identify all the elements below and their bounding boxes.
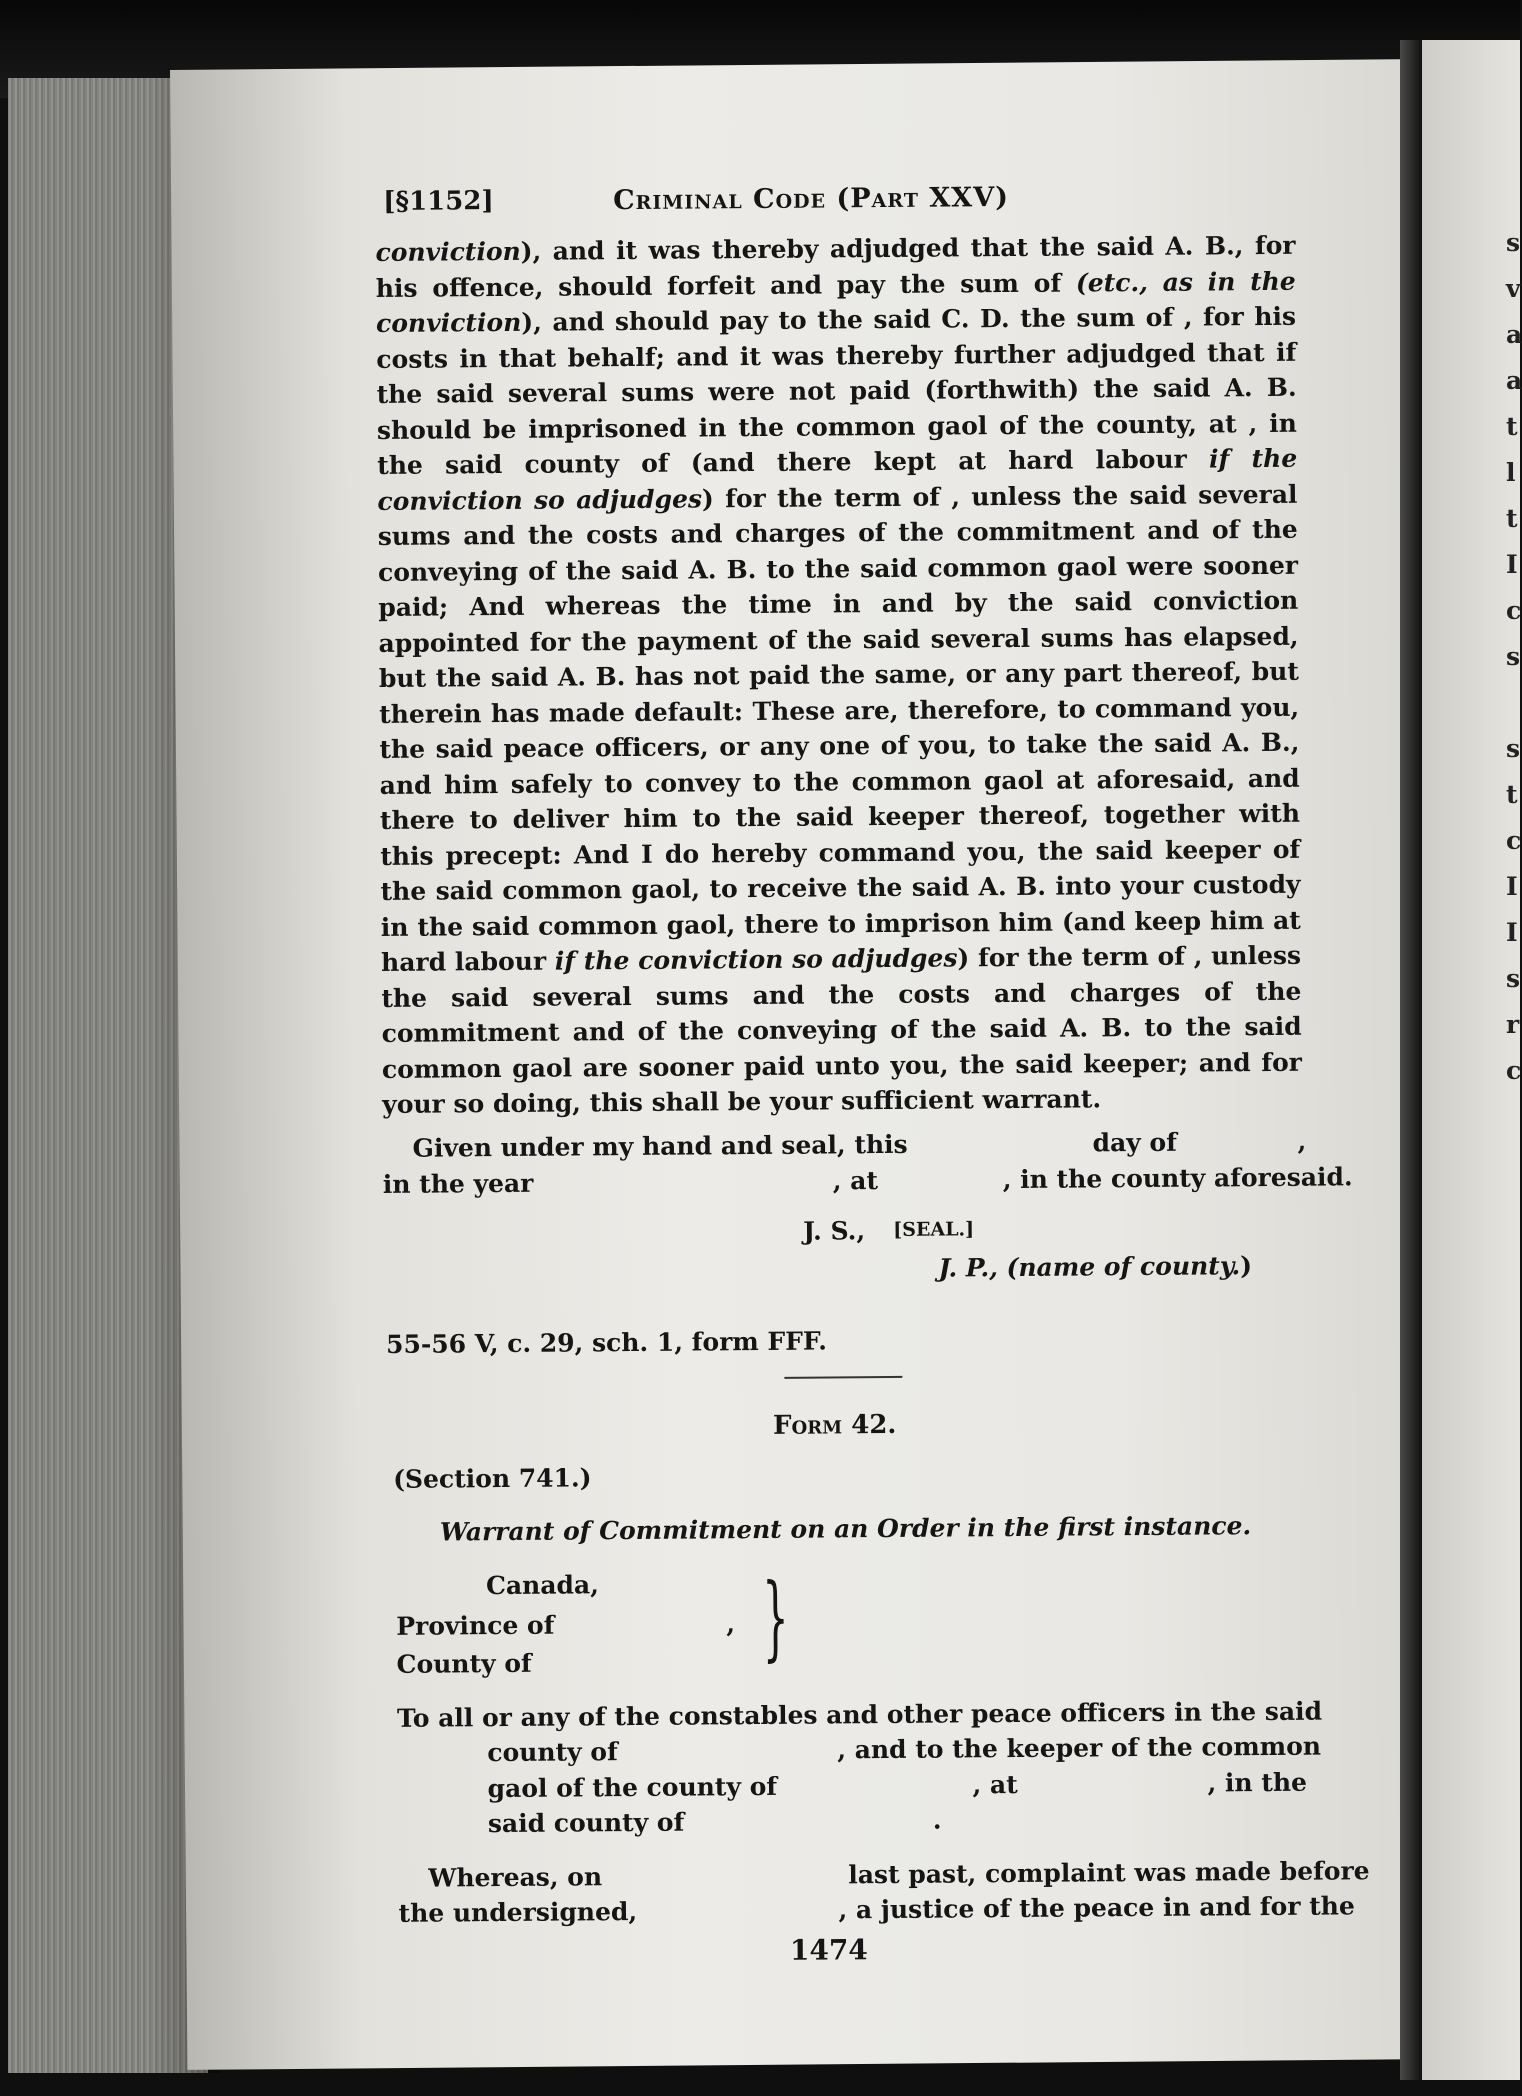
given-under-hand-line [382, 1123, 1353, 1202]
section-divider [784, 1376, 902, 1379]
address-line: gaol of the county of [487, 1771, 778, 1803]
body-text: ) for the term of , unless the said several sums and the costs and charges of the commitment and of the conveying of the said A. B. to the said common gaol were sooner paid; And whereas the time in and by the said conviction appointed for the payment of the said several sums has elapsed, but the said A. B. has not paid the same, or any part thereof, but therein has made default: These are, therefore, to command you, the said peace officers, or any one of you, to take the said A. B., and him safely to convey to the common gaol at aforesaid, and there to deliver him to the said keeper thereof, together with this precept: And I do hereby command you, the said keeper of the said common gaol, to receive the said A. B. into your custody in the said common gaol, there to imprison him (and keep him at hard labour [377, 479, 1301, 977]
address-line: county of [487, 1737, 618, 1768]
facing-letter: r [1506, 1010, 1520, 1039]
italic-text: if the conviction so adjudges [554, 943, 958, 976]
running-header [383, 178, 1295, 235]
office-prefix: J. P., ( [938, 1252, 1019, 1283]
page-number: 1474 [789, 1932, 868, 1967]
facing-letter: c [1506, 1056, 1522, 1085]
facing-letter: s [1506, 734, 1521, 763]
book-gutter [1400, 40, 1422, 2080]
facing-letter: a [1506, 366, 1522, 395]
given-text: , in the county aforesaid. [1002, 1161, 1353, 1194]
venue-province: Province of [396, 1610, 555, 1641]
facing-letter: t [1506, 504, 1518, 533]
seal-mark: [SEAL.] [893, 1217, 975, 1241]
statute-citation: 55-56 V, c. 29, sch. 1, form FFF. [385, 1325, 827, 1359]
address-line: the undersigned, [398, 1896, 638, 1928]
running-title: Criminal Code (Part XXV) [613, 182, 1010, 217]
address-line: , at [972, 1769, 1018, 1799]
form-subtitle: Warrant of Commitment on an Order in the first instance. [439, 1511, 1252, 1547]
given-text: Given under my hand and seal, this [412, 1129, 908, 1163]
address-line: To all or any of the constables and other peace officers in the said [396, 1696, 1323, 1733]
italic-text: conviction [375, 236, 521, 267]
address-line: Whereas, on [428, 1861, 603, 1893]
facing-letter: a [1506, 320, 1522, 349]
address-block [387, 1693, 1370, 1931]
facing-letter: s [1506, 228, 1521, 257]
facing-letter: t [1506, 780, 1518, 809]
italic-text: if the conviction so adjudges [377, 443, 1298, 516]
body-text: ) for the term of , unless the said several sums and the costs and charges of the commitment and of the conveying of the said A. B. to the said common gaol are sooner paid unto you, the said keeper; and for your so doing, this shall be your sufficient warrant. [381, 940, 1303, 1119]
facing-letter: s [1506, 642, 1521, 671]
address-line: , and to the keeper of the common [837, 1731, 1322, 1765]
facing-letter: I [1506, 918, 1518, 947]
office-suffix: ) [1240, 1250, 1253, 1280]
signature-office [938, 1248, 1252, 1286]
facing-letter: I [1506, 550, 1518, 579]
section-reference: (Section 741.) [393, 1462, 592, 1494]
given-text: , [1297, 1126, 1307, 1156]
facing-letter: s [1506, 964, 1521, 993]
venue-comma: , [726, 1608, 736, 1638]
facing-letter: c [1506, 596, 1522, 625]
section-number: [§1152] [383, 186, 494, 217]
facing-page-letters [1506, 220, 1522, 1094]
facing-letter: I [1506, 872, 1518, 901]
form-heading: Form 42. [772, 1409, 897, 1441]
body-text: ), and should pay to the said C. D. the sum of , for his costs in that behalf; and it was thereby further adjudged that if the said several sums were not paid (forthwith) the said A. B. should be imprisoned in the common gaol of the county, at , in the said county of (and there kept at hard labour [376, 301, 1298, 480]
venue-brace: } [761, 1563, 790, 1671]
signature-name: J. S., [803, 1215, 866, 1246]
facing-letter: t [1506, 412, 1518, 441]
warrant-body-paragraph [375, 228, 1302, 1123]
given-text: in the year [382, 1168, 534, 1199]
body-text: ), and it was thereby adjudged that the said A. B., for his offence, should forfeit and pay the sum of [375, 230, 1296, 303]
address-line: . [932, 1805, 942, 1835]
italic-text: (etc., as in the conviction [375, 266, 1296, 338]
address-line: said county of [487, 1807, 685, 1839]
office-italic: name of county. [1018, 1250, 1241, 1282]
signature-block [383, 1209, 1304, 1296]
facing-letter: l [1506, 458, 1516, 487]
given-text: day of [1092, 1127, 1177, 1157]
address-line: last past, complaint was made before [848, 1855, 1370, 1889]
venue-county: County of [396, 1648, 532, 1679]
address-line: , a justice of the peace in and for the [838, 1891, 1355, 1925]
facing-letter: v [1506, 274, 1521, 303]
facing-letter [1506, 680, 1522, 726]
facing-letter: c [1506, 826, 1522, 855]
venue-country: Canada, [485, 1569, 599, 1600]
page-text [375, 178, 1370, 1971]
given-text: , at [832, 1165, 879, 1195]
address-line: , in the [1207, 1767, 1308, 1798]
venue-block [386, 1561, 1307, 1686]
